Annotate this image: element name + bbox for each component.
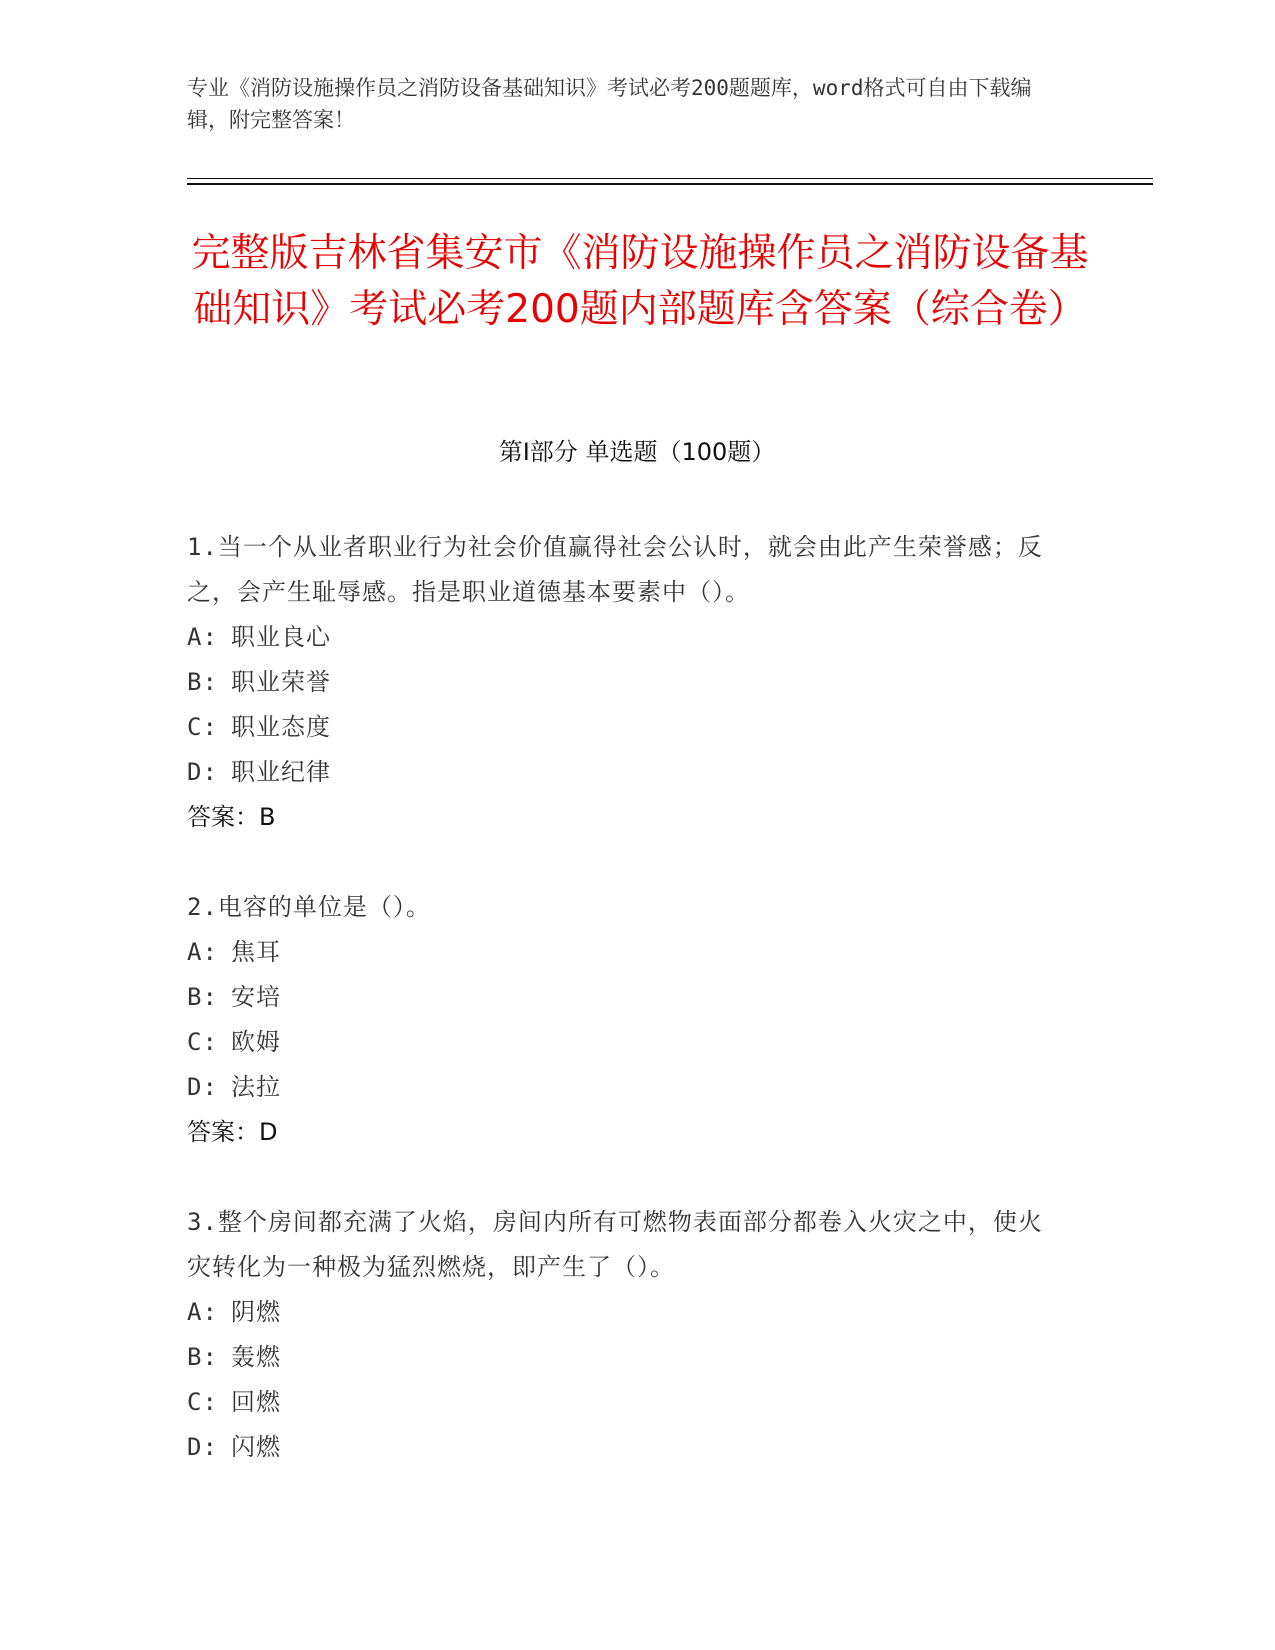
option-c — [187, 705, 1067, 750]
option-key: B: — [187, 983, 218, 1011]
option-a — [187, 930, 1067, 975]
option-key: B: — [187, 1343, 218, 1371]
option-a — [187, 1290, 1067, 1335]
option-key: A: — [187, 938, 218, 966]
option-text: 职业态度 — [231, 713, 331, 741]
question-list — [187, 525, 1067, 1515]
option-d — [187, 1425, 1067, 1470]
option-text: 职业良心 — [231, 623, 331, 651]
option-text: 职业荣誉 — [231, 668, 331, 696]
answer-line: 答案：D — [187, 1118, 278, 1146]
question-stem: 1.当一个从业者职业行为社会价值赢得社会公认时，就会由此产生荣誉感；反之，会产生耻辱感。指是职业道德基本要素中（）。 — [187, 533, 1043, 606]
option-text: 欧姆 — [231, 1028, 281, 1056]
document-title: 完整版吉林省集安市《消防设施操作员之消防设备基础知识》考试必考200题内部题库含答案（综合卷） — [191, 231, 1089, 332]
option-text: 阴燃 — [231, 1298, 281, 1326]
header-divider-top — [187, 178, 1153, 179]
option-text: 轰燃 — [231, 1343, 281, 1371]
option-d — [187, 750, 1067, 795]
header-divider-bottom — [187, 183, 1153, 185]
option-b — [187, 660, 1067, 705]
question-stem: 3.整个房间都充满了火焰，房间内所有可燃物表面部分都卷入火灾之中，使火灾转化为一种极为猛烈燃烧，即产生了（）。 — [187, 1208, 1043, 1281]
option-key: D: — [187, 758, 218, 786]
question-3 — [187, 1200, 1067, 1470]
option-text: 回燃 — [231, 1388, 281, 1416]
option-text: 安培 — [231, 983, 281, 1011]
option-key: D: — [187, 1073, 218, 1101]
header-note: 专业《消防设施操作员之消防设备基础知识》考试必考200题题库，word格式可自由下载编辑，附完整答案！ — [187, 76, 1032, 132]
option-a — [187, 615, 1067, 660]
option-b — [187, 1335, 1067, 1380]
question-1 — [187, 525, 1067, 840]
option-key: B: — [187, 668, 218, 696]
option-text: 职业纪律 — [231, 758, 331, 786]
option-key: A: — [187, 1298, 218, 1326]
option-key: C: — [187, 1028, 218, 1056]
option-d — [187, 1065, 1067, 1110]
option-key: C: — [187, 1388, 218, 1416]
option-c — [187, 1020, 1067, 1065]
option-text: 法拉 — [231, 1073, 281, 1101]
question-stem: 2.电容的单位是（）。 — [187, 893, 431, 921]
option-text: 闪燃 — [231, 1433, 281, 1461]
option-key: D: — [187, 1433, 218, 1461]
option-text: 焦耳 — [231, 938, 281, 966]
question-2 — [187, 885, 1067, 1155]
section-heading: 第Ⅰ部分 单选题（100题） — [498, 438, 776, 466]
option-c — [187, 1380, 1067, 1425]
option-key: C: — [187, 713, 218, 741]
answer-line: 答案：B — [187, 803, 276, 831]
option-key: A: — [187, 623, 218, 651]
option-b — [187, 975, 1067, 1020]
